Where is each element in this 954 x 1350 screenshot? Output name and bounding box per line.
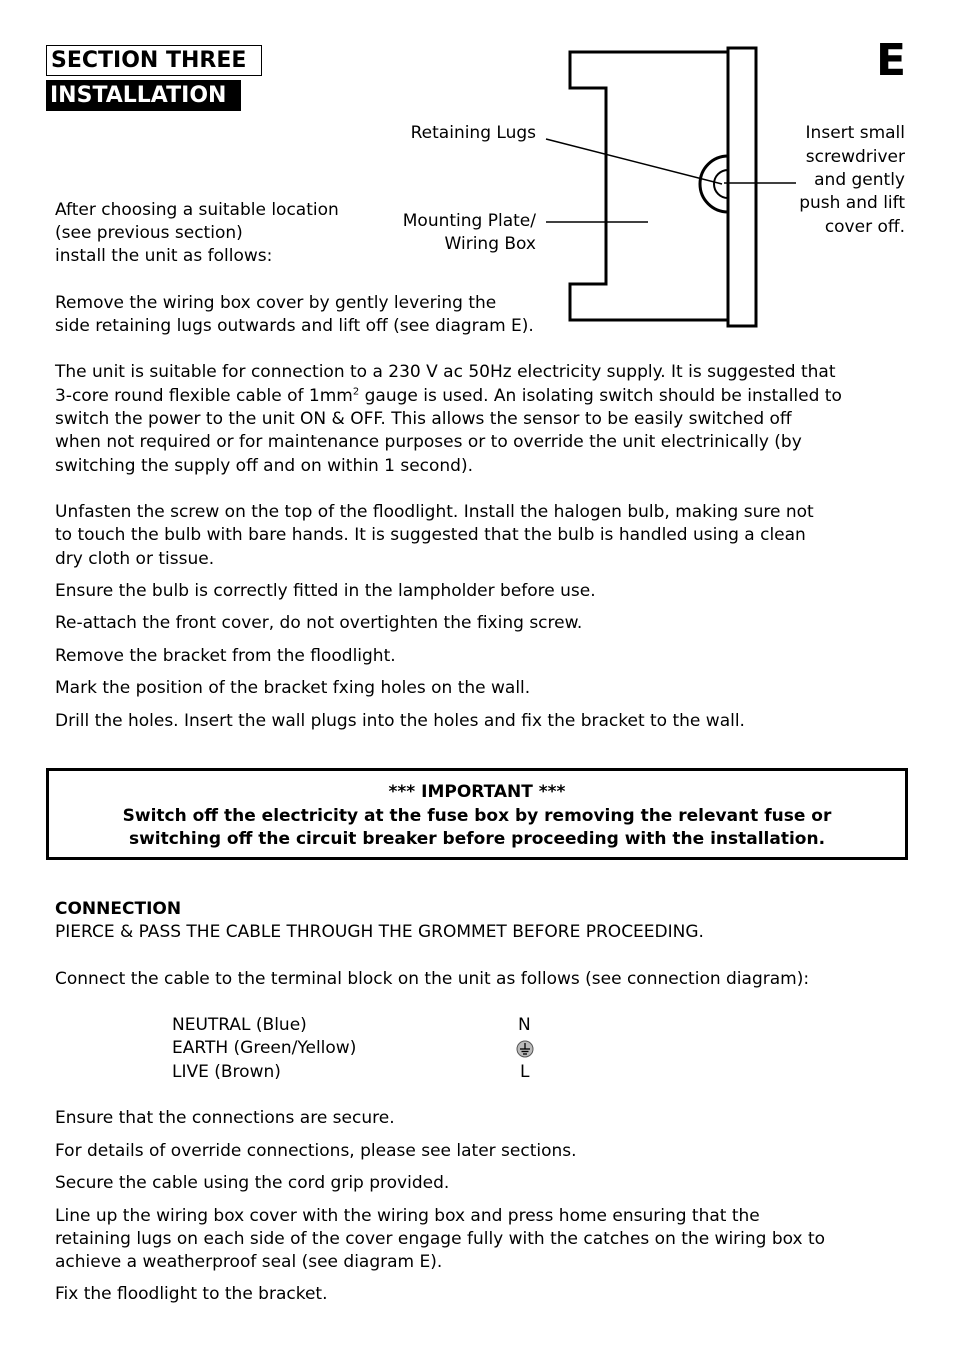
- intro-line: install the unit as follows:: [55, 246, 273, 266]
- section-number: SECTION THREE: [46, 45, 262, 76]
- neutral-symbol: N: [518, 1015, 531, 1035]
- important-line: switching off the circuit breaker before proceeding with the installation.: [128, 829, 826, 849]
- cover-plate: [728, 48, 756, 326]
- connect-intro-text: Connect the cable to the terminal block on the unit as follows (see connection diagram):: [55, 969, 810, 989]
- insert-instruction-line: screwdriver: [805, 147, 905, 167]
- insert-instruction-line: and gently: [814, 170, 905, 190]
- bulb-text: Unfasten the screw on the top of the floodlight. Install the halogen bulb, making sure not: [55, 502, 814, 522]
- ensure-bulb-text: Ensure the bulb is correctly fitted in the lampholder before use.: [55, 581, 596, 601]
- lineup-text: retaining lugs on each side of the cover engage fully with the catches on the wiring box to: [55, 1229, 826, 1249]
- drill-text: Drill the holes. Insert the wall plugs into the holes and fix the bracket to the wall.: [55, 711, 745, 731]
- remove-cover-text: side retaining lugs outwards and lift off (see diagram E).: [55, 316, 534, 336]
- neutral-label: NEUTRAL (Blue): [172, 1015, 307, 1035]
- important-heading: *** IMPORTANT ***: [388, 782, 566, 802]
- secure-text: Ensure that the connections are secure.: [55, 1108, 395, 1128]
- live-symbol: L: [520, 1062, 530, 1082]
- intro-line: (see previous section): [55, 223, 243, 243]
- wiring-box-label: Wiring Box: [444, 234, 536, 254]
- supply-text: when not required or for maintenance purposes or to override the unit electrinically (by: [55, 432, 802, 452]
- remove-cover-text: Remove the wiring box cover by gently levering the: [55, 293, 497, 313]
- lineup-text: Line up the wiring box cover with the wiring box and press home ensuring that the: [55, 1206, 760, 1226]
- supply-text: switching the supply off and on within 1 second).: [55, 456, 474, 476]
- supply-text: The unit is suitable for connection to a 230 V ac 50Hz electricity supply. It is suggested that: [55, 362, 836, 382]
- supply-text-a: 3-core round flexible cable of 1mm: [55, 386, 353, 406]
- insert-instruction-line: push and lift: [799, 193, 905, 213]
- bulb-text: dry cloth or tissue.: [55, 549, 215, 569]
- retaining-lugs-leader: [546, 139, 722, 184]
- wiring-box-outline: [570, 52, 728, 320]
- retaining-lugs-label: Retaining Lugs: [410, 123, 536, 143]
- override-text: For details of override connections, please see later sections.: [55, 1141, 577, 1161]
- earth-icon: [516, 1040, 534, 1058]
- fix-floodlight-text: Fix the floodlight to the bracket.: [55, 1284, 328, 1304]
- important-box: [46, 768, 908, 860]
- mounting-plate-label: Mounting Plate/: [402, 211, 536, 231]
- earth-label: EARTH (Green/Yellow): [172, 1038, 357, 1058]
- important-line: Switch off the electricity at the fuse box by removing the relevant fuse or: [122, 805, 832, 826]
- diagram-letter: E: [876, 35, 907, 86]
- mark-text: Mark the position of the bracket fxing holes on the wall.: [55, 678, 531, 698]
- connection-heading: CONNECTION: [55, 899, 182, 919]
- supply-text: [55, 385, 915, 409]
- lineup-text: achieve a weatherproof seal (see diagram E).: [55, 1252, 443, 1272]
- insert-instruction-line: Insert small: [805, 123, 905, 143]
- superscript: 2: [352, 386, 360, 398]
- supply-text-b: gauge is used. An isolating switch should be installed to: [359, 386, 842, 406]
- remove-bracket-text: Remove the bracket from the floodlight.: [55, 646, 396, 666]
- insert-instruction-line: cover off.: [824, 217, 905, 237]
- cord-grip-text: Secure the cable using the cord grip provided.: [55, 1173, 450, 1193]
- live-label: LIVE (Brown): [172, 1062, 281, 1082]
- intro-line: After choosing a suitable location: [55, 200, 339, 220]
- bulb-text: to touch the bulb with bare hands. It is suggested that the bulb is handled using a clean: [55, 525, 806, 545]
- supply-text: switch the power to the unit ON & OFF. This allows the sensor to be easily switched off: [55, 409, 792, 429]
- section-title: INSTALLATION: [46, 80, 241, 111]
- pierce-text: PIERCE & PASS THE CABLE THROUGH THE GROMMET BEFORE PROCEEDING.: [55, 922, 704, 942]
- reattach-text: Re-attach the front cover, do not overtighten the fixing screw.: [55, 613, 583, 633]
